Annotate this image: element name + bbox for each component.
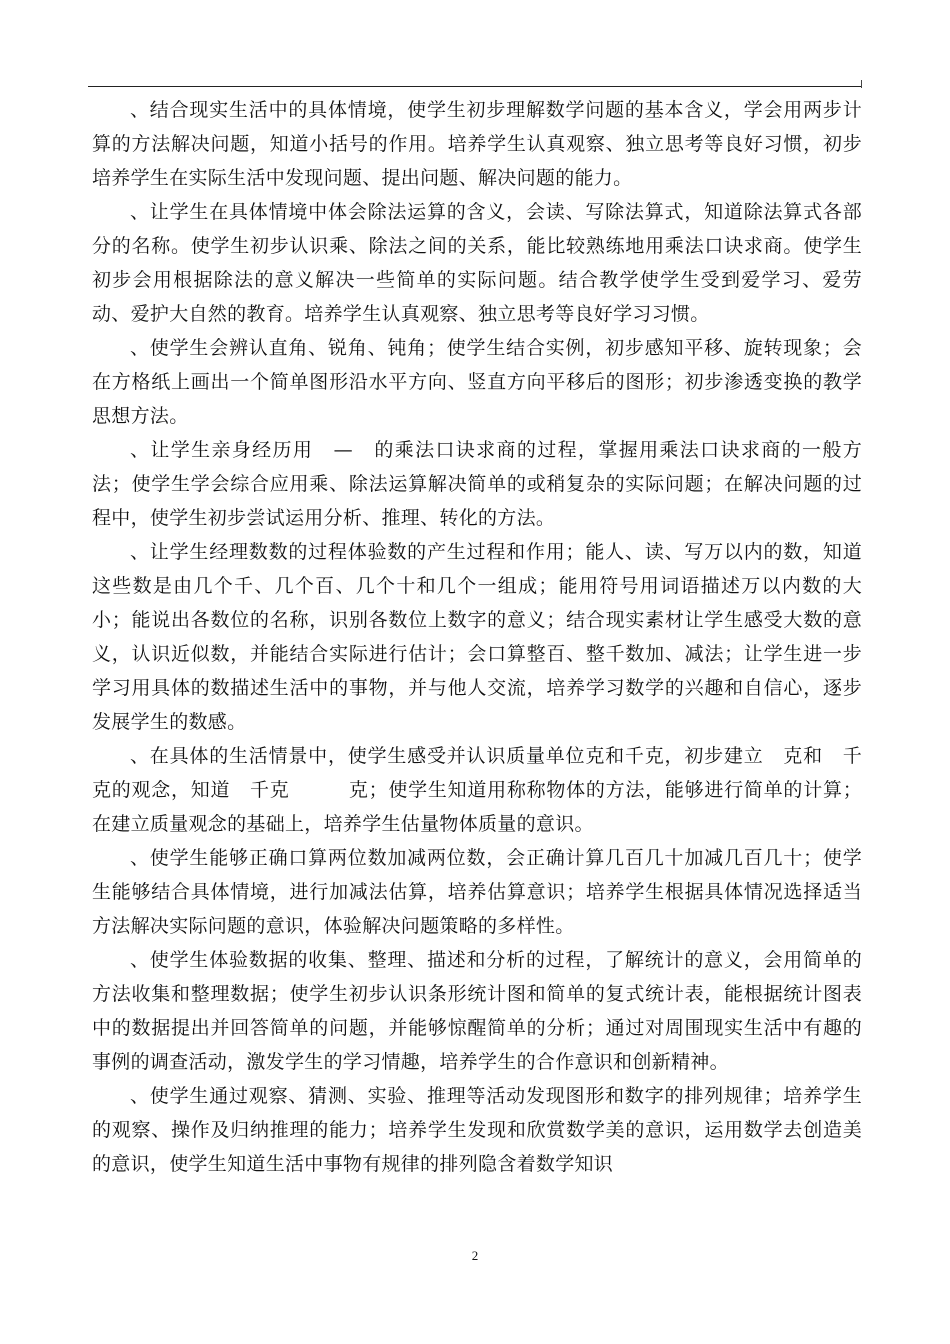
paragraph-6: 、在具体的生活情景中，使学生感受并认识质量单位克和千克，初步建立 克和 千克的观念，知道 千克 克；使学生知道用称称物体的方法，能够进行简单的计算；在建立质量观念的基础上，培养学生估量物体质量的意识。	[92, 745, 862, 835]
paragraph-7: 、使学生能够正确口算两位数加减两位数，会正确计算几百几十加减几百几十；使学生能够结合具体情境，进行加减法估算，培养估算意识；培养学生根据具体情况选择适当方法解决实际问题的意识，体验解决问题策略的多样性。	[92, 847, 862, 937]
paragraph-2: 、让学生在具体情境中体会除法运算的含义，会读、写除法算式，知道除法算式各部分的名称。使学生初步认识乘、除法之间的关系，能比较熟练地用乘法口诀求商。使学生初步会用根据除法的意义解决一些简单的实际问题。结合教学使学生受到爱学习、爱劳动、爱护大自然的教育。培养学生认真观察、独立思考等良好学习习惯。	[92, 201, 862, 325]
paragraph-8: 、使学生体验数据的收集、整理、描述和分析的过程，了解统计的意义，会用简单的方法收集和整理数据；使学生初步认识条形统计图和简单的复式统计表，能根据统计图表中的数据提出并回答简单的问题，并能够惊醒简单的分析；通过对周围现实生活中有趣的事例的调查活动，激发学生的学习情趣，培养学生的合作意识和创新精神。	[92, 949, 862, 1073]
page-number: 2	[471, 1248, 479, 1263]
header-rule	[88, 86, 862, 87]
paragraph-1: 、结合现实生活中的具体情境，使学生初步理解数学问题的基本含义，学会用两步计算的方法解决问题，知道小括号的作用。培养学生认真观察、独立思考等良好习惯，初步培养学生在实际生活中发现问题、提出问题、解决问题的能力。	[92, 99, 862, 189]
paragraph-4: 、让学生亲身经历用 — 的乘法口诀求商的过程，掌握用乘法口诀求商的一般方法；使学生学会综合应用乘、除法运算解决简单的或稍复杂的实际问题；在解决问题的过程中，使学生初步尝试运用分析、推理、转化的方法。	[92, 439, 862, 529]
header-rule-tick	[861, 80, 862, 88]
document-body	[92, 93, 862, 1181]
paragraph-3: 、使学生会辨认直角、锐角、钝角；使学生结合实例，初步感知平移、旋转现象；会在方格纸上画出一个简单图形沿水平方向、竖直方向平移后的图形；初步渗透变换的教学思想方法。	[92, 337, 862, 427]
paragraph-5: 、让学生经理数数的过程体验数的产生过程和作用；能人、读、写万以内的数，知道这些数是由几个千、几个百、几个十和几个一组成；能用符号用词语描述万以内数的大小；能说出各数位的名称，识别各数位上数字的意义；结合现实素材让学生感受大数的意义，认识近似数，并能结合实际进行估计；会口算整百、整千数加、减法；让学生进一步学习用具体的数描述生活中的事物，并与他人交流，培养学习数学的兴趣和自信心，逐步发展学生的数感。	[92, 541, 862, 733]
paragraph-9: 、使学生通过观察、猜测、实验、推理等活动发现图形和数字的排列规律；培养学生的观察、操作及归纳推理的能力；培养学生发现和欣赏数学美的意识，运用数学去创造美的意识，使学生知道生活中事物有规律的排列隐含着数学知识	[92, 1085, 862, 1175]
